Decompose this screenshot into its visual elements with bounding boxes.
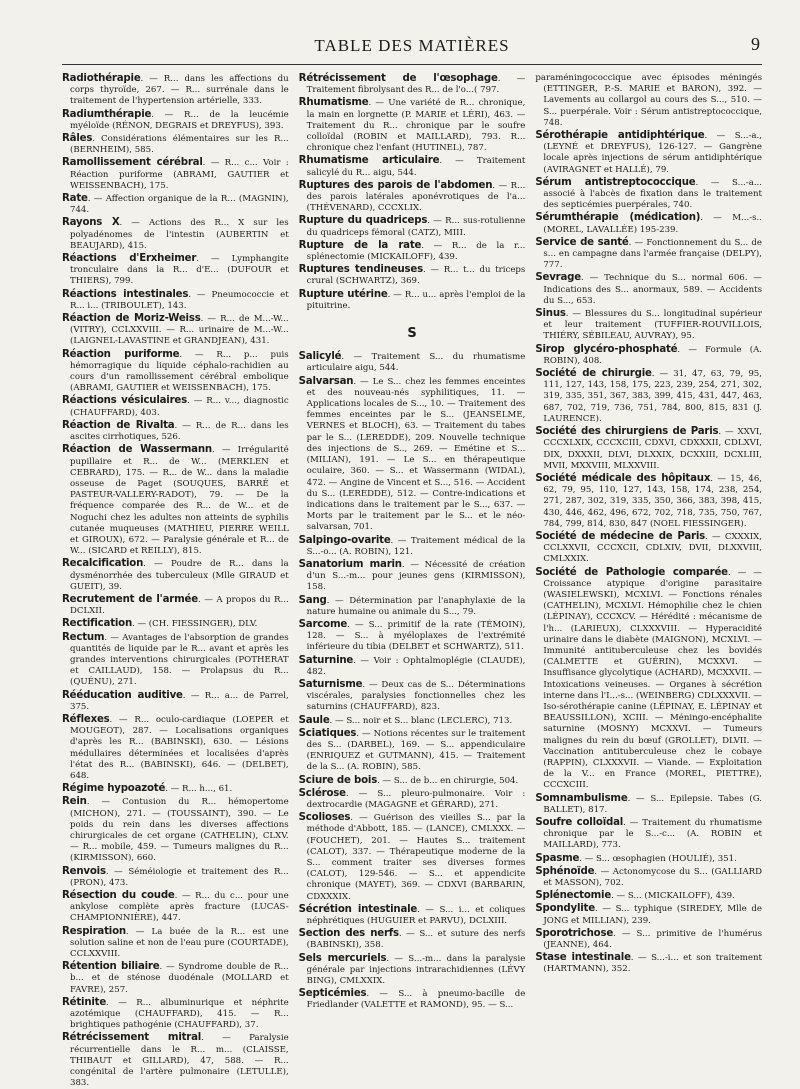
index-entry xyxy=(535,567,762,792)
index-references: . — Irrégularité pupillaire et R... de W... (MERKLEN et CEBRARD), 175. — R... de W... dans la maladie osseuse de Paget (SOUQUES, BARRÉ et PASTEUR-VALLERY-RADOT), 79. — De la fréquence comparée des R... de W... et de Noguchi chez les adultes non atteints de syphilis cutanée muqueuses (MATHIEU, PIERRE WEILL et GIROUX), 672. — Paralysie générale et R... de W... (SICARD et REILLY), 815. xyxy=(70,445,289,557)
index-entry xyxy=(62,690,289,713)
index-term: Sphénoïde xyxy=(535,865,595,877)
index-term: Salpingo-ovarite xyxy=(298,534,391,546)
index-references: . — R... de la r... splénectomie (MICKAILOFF), 439. xyxy=(306,240,526,263)
index-references: . — Poudre de R... dans la dysménorrhée des tuberculeux (Mlle GIRAUD et GUEIT), 39. xyxy=(70,559,289,592)
index-references: . — S... pleuro-pulmonaire. Voir : dextrocardie (MAGAGNE et GÉRARD), 271. xyxy=(306,788,526,810)
index-references: . — La buée de la R... est une solution saline et non de l'eau pure (COURTADE), CCLXXVIII. xyxy=(70,926,289,960)
index-references: . — Fonctionnement du S... de s... en campagne dans l'armée française (DELPY), 777. xyxy=(543,237,763,271)
index-entry xyxy=(535,130,762,176)
index-references: . Considérations élémentaires sur les R... (BERNHEIM), 585. xyxy=(70,134,289,156)
index-references: . — R... h..., 61. xyxy=(165,784,233,795)
index-references: . — S... primitive de l'humérus (JEANNE), 464. xyxy=(543,928,763,951)
index-term: Râles xyxy=(62,133,93,145)
index-term: Réaction puriforme xyxy=(62,348,180,360)
index-entry xyxy=(299,289,526,312)
index-entry xyxy=(299,788,526,811)
index-references: . — R... t... du triceps crural (SCHWARTZ), 369. xyxy=(306,265,526,287)
index-columns xyxy=(62,73,763,1089)
index-entry xyxy=(535,903,762,926)
index-term: Réactions d'Erxheimer xyxy=(62,253,197,265)
index-references: . — Formule (A. ROBIN), 408. xyxy=(543,344,763,366)
index-references: . — R... du c... pour une ankylose complète après fracture (LUCAS-CHAMPIONNIÈRE), 447. xyxy=(70,891,289,924)
index-references: . — M...-s.. (MOREL, LAVALLÉE) 195-239. xyxy=(543,213,763,235)
index-entry xyxy=(299,595,526,618)
index-term: Spasme xyxy=(535,852,580,864)
index-entry xyxy=(62,193,289,216)
index-references: . — R... de M...-W... (VITRY), CCLXXVIII. — R... urinaire de M...-W... (LAIGNEL-LAVASTINE et GRANDJEAN), 431. xyxy=(70,314,289,347)
index-entry xyxy=(535,817,762,852)
index-references: . — S... œsophagien (HOULIÉ), 351. xyxy=(579,853,737,864)
index-references: . — Notions récentes sur le traitement des S... (DARBEL), 169. — S... appendiculaire (ENRIQUEZ et GUTMANN), 415. — Traitement de la S... (A. ROBIN), 585. xyxy=(306,728,526,773)
index-entry xyxy=(299,775,526,787)
index-entry xyxy=(535,890,762,902)
index-entry xyxy=(62,594,289,617)
index-entry xyxy=(62,796,289,864)
index-references: . — Séméiologie et traitement des R... (PRON), 473. xyxy=(70,866,289,888)
index-term: Sérum antistreptococcique xyxy=(535,176,696,188)
index-term: Société de chirurgie xyxy=(535,368,652,380)
index-references: . — Guérison des vieilles S... par la méthode d'Abbott, 185. — (LANCE), CMLXXX. — (FOUCHET), 201. — Hautes S... traitement (CALOT), 337. — Thérapeutique moderne de la S... comment traiter ses diverses formes (CALOT), 129-546. — S... et appendicite chronique (MAYET), 369. — CDXVI (BARBARIN, CDXXXIX. xyxy=(306,813,526,902)
index-entry xyxy=(299,155,526,178)
index-term: Rééducation auditive xyxy=(62,689,183,701)
index-entry xyxy=(535,866,762,889)
index-references: . — R... de R... dans les ascites cirrhotiques, 526. xyxy=(70,420,289,443)
index-references: . — S... Epilepsie. Tabes (G. BALLET), 817. xyxy=(543,793,763,815)
index-term: Sarcome xyxy=(298,618,348,630)
index-term: Rein xyxy=(62,796,87,808)
index-references: . — S...-a... associé à l'abcès de fixation dans le traitement des septicémies puerpérales, 740. xyxy=(543,177,763,211)
index-term: Recalcification xyxy=(62,558,144,570)
index-term: Sirop glycéro-phosphaté xyxy=(535,343,678,355)
index-column-3 xyxy=(535,73,762,1003)
index-entry xyxy=(62,73,289,108)
index-term: Réflexes xyxy=(62,713,110,725)
index-entry xyxy=(62,109,289,132)
index-term: Régime hypoazoté xyxy=(62,783,166,795)
index-entry xyxy=(62,157,289,192)
index-term: Sevrage xyxy=(535,272,581,284)
index-term: Réaction de Rivalta xyxy=(62,419,175,431)
index-term: Rectification xyxy=(62,618,133,630)
index-references: . — Traitement médical de la S...-o... (A. ROBIN), 121. xyxy=(306,535,526,557)
index-term: Rayons X xyxy=(62,217,120,229)
index-term: Saule xyxy=(298,714,330,726)
index-term: Splénectomie xyxy=(535,890,612,902)
index-term: Rupture de la rate xyxy=(298,239,422,251)
index-references: . — S...-a., (LEYNÉ et DREYFUS), 126-127. — Gangrène locale après injections de sérum antidiphtérique (AVIRAGNET et HALLÉ), 79. xyxy=(543,131,763,175)
index-entry xyxy=(62,866,289,889)
index-term: Radiothérapie xyxy=(62,73,141,84)
index-entry xyxy=(535,368,762,425)
index-term: Soufre colloïdal xyxy=(535,817,624,828)
index-references: . — Affection organique de la R... (MAGNIN), 744. xyxy=(70,194,289,216)
index-term: Sels mercuriels xyxy=(298,952,387,964)
index-term: Renvois xyxy=(62,865,106,877)
index-term: Rate xyxy=(62,193,88,205)
index-entry xyxy=(299,679,526,714)
index-references: paraméningococcique avec épisodes méningés (ETTINGER, P.-S. MARIE et BARON), 392. — Lavements au collargol au cours des S..., 510. — S... puerpérale. Voir : Sérum antistreptococcique, 748. xyxy=(535,73,763,128)
index-references: . — R... u... après l'emploi de la pituitrine. xyxy=(306,289,526,311)
index-term: Sang xyxy=(298,594,327,606)
index-references: . — R... p... puis hémorragique du liquide céphalo-rachidien au cours d'un ramollissement cérébral embolique (ABRAMI, GAUTIER et WEISSENBACH), 175. xyxy=(70,349,289,394)
index-references: . — S... noir et S... blanc (LECLERC), 713. xyxy=(329,715,513,726)
index-term: Sporotrichose xyxy=(535,927,614,939)
index-term: Réaction de Moriz-Weiss xyxy=(62,313,201,325)
index-entry xyxy=(62,133,289,156)
page-number: 9 xyxy=(751,34,760,54)
index-references: . — Traitement du rhumatisme chronique par le S...-c... (A. ROBIN et MAILLARD), 773. xyxy=(543,818,763,851)
index-entry xyxy=(299,180,526,215)
index-term: Salvarsan xyxy=(298,375,354,387)
index-entry xyxy=(62,289,289,312)
index-term: Section des nerfs xyxy=(298,928,399,940)
index-entry xyxy=(62,783,289,795)
index-term: Service de santé xyxy=(535,236,629,248)
index-entry xyxy=(299,812,526,903)
index-references: . — 15, 46, 62, 79, 95, 110, 127, 143, 158, 174, 238, 254, 271, 287, 302, 319, 335, 350, 366, 383, 398, 415, 430, 446, 462, 496, 672, 702, 718, 735, 750, 767, 784, 799, 814, 830, 847 (NOEL FIESSINGER). xyxy=(543,473,763,529)
index-references: . — S... typhique (SIREDEY, Mlle de JONG et MILLIAN), 239. xyxy=(543,904,763,926)
index-references: . — — Croissance atypique d'origine parasitaire (WASIELEWSKI), MCXLVI. — Fonctions rénales (CATHELIN), MCXLVI. Hémophilie chez le chien (LÉPINAY), CCCXCV. — Hérédité : mécanisme de l'h... (LARIEUX), CLXXXVIII. — Hyperacidité urinaire dans le diabète (MAIGNON), MCXLVI. — Immunité antituberculeuse chez les bovidés (CALMETTE et GUÉRIN), MCXXVI. — Insuffisance glycolytique (ACHARD), MCXXVII. — Intoxications veineuses. — Organes à sécrétion interne dans l'I...-s... (WEINBERG) CDLXXXVII. — Iso-sérothérapie canine (LÉPINAY, E. LÉPINAY et BEAUSSILLON), XCIII. — Méningo-encéphalite saturnine (MOSNY) MCXXVI. — Tumeurs malignes du rein du bœuf (GROLLET), DLVII. — Vaccination antituberculeuse chez le cobaye (RAPPIN), CLXXXVII. — Viande. — Exploitation de la V... en France (MOREL, PIETTRE), CCCXCIII. xyxy=(543,567,763,791)
index-term: Sécrétion intestinale xyxy=(298,903,418,915)
index-references: . — Syndrome double de R... b... et de sténose duodénale (MOLLARD et FAVRE), 257. xyxy=(70,962,289,995)
index-entry xyxy=(535,952,762,975)
index-references: . — Voir : Ophtalmoplégie (CLAUDE), 482. xyxy=(306,655,526,677)
index-term: Réaction de Wassermann xyxy=(62,444,212,456)
index-entry xyxy=(62,632,289,689)
index-references: . — Traitement fibrolysant des R... de l'o...( 797. xyxy=(306,74,526,96)
index-entry xyxy=(535,237,762,272)
index-references: . — R... sus-rotulienne du quadriceps fémoral (CATZ), MIII. xyxy=(306,216,526,238)
index-references: . — Paralysie récurrentielle dans le R... m... (CLAISSE, THIBAUT et GILLARD), 47, 588. — R... congénital de l'artère pulmonaire (LETULLE), 383. xyxy=(70,1033,289,1089)
index-term: Société de Pathologie comparée xyxy=(535,566,728,578)
index-references: . — R... oculo-cardiaque (LOEPER et MOUGEOT), 287. — Localisations organiques d'après les R... (BABINSKI), 630. — Lésions médullaires déterminées et localisées d'après l'état des R... (BABINSKI), 646. — (DELBET), 648. xyxy=(70,714,289,781)
index-entry xyxy=(299,351,526,374)
index-term: Réactions vésiculaires xyxy=(62,395,187,407)
index-entry xyxy=(299,559,526,594)
index-term: Ruptures des parois de l'abdomen xyxy=(298,179,493,191)
index-entry xyxy=(535,177,762,212)
index-entry xyxy=(62,1032,289,1089)
index-entry xyxy=(62,961,289,996)
index-references: . — Le S... chez les femmes enceintes et des nouveau-nés syphilitiques, 11. — Applications locales de S..., 10. — Traitement des femmes enceintes par le S... (JEANSELME, VERNES et BLOCH), 63. — Traitement du tabes par le S... (LEREDDE), 209. Nouvelle technique des injections de S.., 269. — Emétine et S... (MILIAN), 191. — Le S... en thérapeutique oculaire, 360. — S... et Wassermann (WIDAL), 472. — Angine de Vincent et S..., 516. — Accident du S... (LEREDDE), 512. — Contre-indications et indications dans le traitement par le S..., 637. — Morts par le traitement par le S... et le néo-salvarsan, 701. xyxy=(306,376,526,533)
index-entry xyxy=(299,988,526,1011)
index-references: . — CXXXIX, CCLXXVII, CCCXCII, CDLXIV, DVII, DLXXVIII, CMLXXIX. xyxy=(543,531,763,565)
index-term: Septicémies xyxy=(298,988,367,1000)
index-references: . — S... de b... en chirurgie, 504. xyxy=(377,775,519,786)
index-entry xyxy=(62,349,289,395)
page-header xyxy=(62,34,762,65)
index-entry xyxy=(62,926,289,961)
index-term: Rétrécissement mitral xyxy=(62,1032,202,1044)
index-entry xyxy=(62,313,289,348)
index-entry xyxy=(62,890,289,925)
index-column-2 xyxy=(298,73,526,1011)
index-entry xyxy=(299,904,526,927)
index-entry xyxy=(299,928,526,951)
index-term: Société médicale des hôpitaux xyxy=(535,472,711,484)
index-term: Spondylite xyxy=(535,903,595,915)
index-entry xyxy=(299,215,526,238)
index-entry xyxy=(299,535,526,558)
index-references: . — R... dans les affections du corps thyroïde, 267. — R... surrénale dans le traitement de l'hypertension artérielle, 333. xyxy=(70,74,289,107)
index-references: . — XXVI, CCCXLXIX, CCCXCIII, CDXVI, CDXXXII, CDLXVI, DIX, DXXXII, DLVI, DLXXIX, DCXXIII, DCXLIII, MVII, MXXVIII, MLXXVIII. xyxy=(543,427,763,471)
index-entry xyxy=(535,212,762,235)
index-entry xyxy=(299,97,526,154)
index-term: Somnambulisme xyxy=(535,792,628,804)
index-term: Saturnine xyxy=(298,654,354,666)
index-references: . — Détermination par l'anaphylaxie de la nature humaine ou animale du S..., 79. xyxy=(306,595,526,617)
index-term: Rétention biliaire xyxy=(62,961,160,973)
index-term: Scolioses xyxy=(298,812,351,824)
index-entry xyxy=(535,928,762,951)
index-term: Sanatorium marin xyxy=(298,558,402,570)
index-term: Rétrécissement de l'œsophage xyxy=(298,73,498,84)
index-entry xyxy=(535,853,762,865)
index-entry xyxy=(62,714,289,782)
index-references: . — Technique du S... normal 606. — Indications des S... anormaux, 589. — Accidents du S..., 653. xyxy=(543,273,763,306)
index-term: Radiumthérapie xyxy=(62,108,152,120)
index-entry xyxy=(299,715,526,727)
index-references: . — Une variété de R... chronique, la main en lorgnette (P. MARIE et LÉRI), 463. — Traitement du R... chronique par le soufre colloïdal (ROBIN et MAILLARD), 793. R... chronique chez l'enfant (HUTINEL), 787. xyxy=(306,98,526,154)
index-entry xyxy=(299,264,526,287)
index-entry xyxy=(62,997,289,1032)
index-entry xyxy=(62,253,289,288)
index-entry xyxy=(535,531,762,566)
index-references: . — Actonomycose du S... (GALLIARD et MASSON), 702. xyxy=(543,866,763,889)
index-references: . — 31, 47, 63, 79, 95, 111, 127, 143, 158, 175, 223, 239, 254, 271, 302, 319, 335, 351, 367, 383, 399, 415, 431, 447, 463, 687, 702, 719, 736, 751, 784, 800, 815, 831 (J. LAURENCE). xyxy=(543,369,763,424)
index-term: Respiration xyxy=(62,925,126,937)
index-term: Sclérose xyxy=(298,787,346,799)
index-term: Sciatiques xyxy=(298,727,357,739)
index-entry xyxy=(62,395,289,418)
index-term: Réactions intestinales xyxy=(62,288,189,300)
index-references: . — R... v..., diagnostic (CHAUFFARD), 403. xyxy=(70,396,289,418)
index-entry xyxy=(299,376,526,534)
index-references: . — Nécessité de création d'un S...-m... pour jeunes gens (KIRMISSON), 158. xyxy=(306,559,526,593)
index-entry xyxy=(535,308,762,343)
index-term: Rupture du quadriceps xyxy=(298,215,428,227)
index-references: . — R... albuminurique et néphrite azotémique (CHAUFFARD), 415. — R... brightiques pathogénie (CHAUFFARD), 37. xyxy=(70,997,289,1031)
index-term: Sinus xyxy=(535,308,566,320)
index-references: . — Blessures du S... longitudinal supérieur et leur traitement (TUFFIER-ROUVILLOIS, THIÉRY, SÉBILEAU, AUVRAY), 95. xyxy=(543,309,763,342)
index-entry xyxy=(535,344,762,367)
index-entry xyxy=(535,73,762,129)
index-references: . — Actions des R... X sur les polyadénomes de l'intestin (AUBERTIN et BEAUJARD), 415. xyxy=(70,218,289,251)
index-references: . — S... et suture des nerfs (BABINSKI), 358. xyxy=(306,929,526,951)
index-references: . — (CH. FIESSINGER), DLV. xyxy=(132,619,258,630)
index-references: . — R... de la leucémie myéloïde (RÉNON, DEGRAIS et DREYFUS), 393. xyxy=(70,109,289,131)
running-title: TABLE DES MATIÈRES xyxy=(314,36,510,55)
index-term: Ruptures tendineuses xyxy=(298,264,423,276)
index-references: . — S... i... et coliques néphrétiques (HUGUIER et PARVU), DCLXIII. xyxy=(306,904,526,927)
index-references: . — S... (MICKAILOFF), 439. xyxy=(611,891,735,902)
index-references: . — Contusion du R... hémopertome (MICHON), 271. — (TOUSSAINT), 390. — Le poids du rein dans les diverses affections chirurgicales de cet organe (CATHELIN), CLXV. — R... mobile, 459. — Tumeurs malignes du R... (KIRMISSON), 660. xyxy=(70,797,289,864)
index-references: . — Lymphangite tronculaire dans la R... d'E... (DUFOUR et THIERS), 799. xyxy=(70,254,289,287)
index-entry xyxy=(299,953,526,988)
index-term: Rupture utérine xyxy=(298,288,388,300)
index-references: . — S... à pneumo-bacille de Friedlander (VALETTE et RAMOND), 95. — S... xyxy=(306,989,526,1011)
section-letter: S xyxy=(407,326,417,342)
index-entry xyxy=(62,217,289,252)
index-term: Société de médecine de Paris xyxy=(535,530,706,542)
index-term: Rhumatisme xyxy=(298,97,369,109)
index-references: . — Pneumococcie et R... i... (TRIBOULET), 143. xyxy=(70,289,289,311)
index-entry xyxy=(535,793,762,816)
index-term: Sérumthérapie (médication) xyxy=(535,212,701,224)
index-entry xyxy=(535,426,762,472)
index-entry xyxy=(535,473,762,530)
index-entry xyxy=(299,728,526,774)
index-references: . — Avantages de l'absorption de grandes quantités de liquide par le R... avant et après les grandes interventions chirurgicales (POTHERAT et CAILLAUD), 158. — Prolapsus du R... (QUÉNU), 271. xyxy=(70,632,289,688)
index-entry xyxy=(299,240,526,263)
index-term: Recrutement de l'armée xyxy=(62,593,198,605)
index-entry xyxy=(299,619,526,654)
index-entry xyxy=(62,420,289,443)
index-column-1 xyxy=(62,73,289,1089)
index-entry xyxy=(535,272,762,307)
index-term: Sérothérapie antidiphtérique xyxy=(535,130,705,142)
index-term: Rhumatisme articulaire xyxy=(298,155,440,167)
index-references: . — R... a... de Parrel, 375. xyxy=(70,690,289,712)
index-term: Rectum xyxy=(62,631,105,643)
index-references: . — A propos du R... DCLXII. xyxy=(70,594,289,617)
index-term: Résection du coude xyxy=(62,890,175,902)
index-references: . — Traitement salicylé du R... aigu, 544. xyxy=(306,156,526,178)
index-references: . — Deux cas de S... Déterminations viscérales, paralysies fonctionnelles chez les saturnins (CHAUFFARD), 823. xyxy=(306,679,526,713)
index-term: Sciure de bois xyxy=(298,774,378,786)
index-entry xyxy=(62,444,289,557)
index-term: Ramollissement cérébral xyxy=(62,157,203,169)
index-term: Rétinite xyxy=(62,996,107,1008)
index-term: Salicylé xyxy=(298,351,342,363)
index-entry xyxy=(299,73,526,96)
index-term: Société des chirurgiens de Paris xyxy=(535,426,719,438)
index-references: . — R... c... Voir : Réaction puriforme (ABRAMI, GAUTIER et WEISSENBACH), 175. xyxy=(70,158,289,191)
index-references: . — Traitement S... du rhumatisme articulaire aigu, 544. xyxy=(306,352,526,374)
index-references: . — S...-m... dans la paralysie générale par injections intrarachidiennes (LÉVY BING), CMLXXIX. xyxy=(306,953,526,987)
index-entry xyxy=(299,655,526,678)
index-term: Saturnisme xyxy=(298,678,363,690)
index-references: . — S... primitif de la rate (TÉMOIN), 128. — S... à myéloplaxes de l'extrémité inférieure du tibia (DELBET et SCHWARTZ), 511. xyxy=(306,619,526,653)
index-references: . — S...-i... et son traitement (HARTMANN), 352. xyxy=(543,953,763,975)
index-references: . — R... des parois latérales aponévrotiques de l'a... (THÉVENARD), CCCXLIX. xyxy=(306,180,526,214)
index-term: Stase intestinale xyxy=(535,952,631,964)
index-entry xyxy=(62,618,289,630)
index-entry xyxy=(62,558,289,593)
